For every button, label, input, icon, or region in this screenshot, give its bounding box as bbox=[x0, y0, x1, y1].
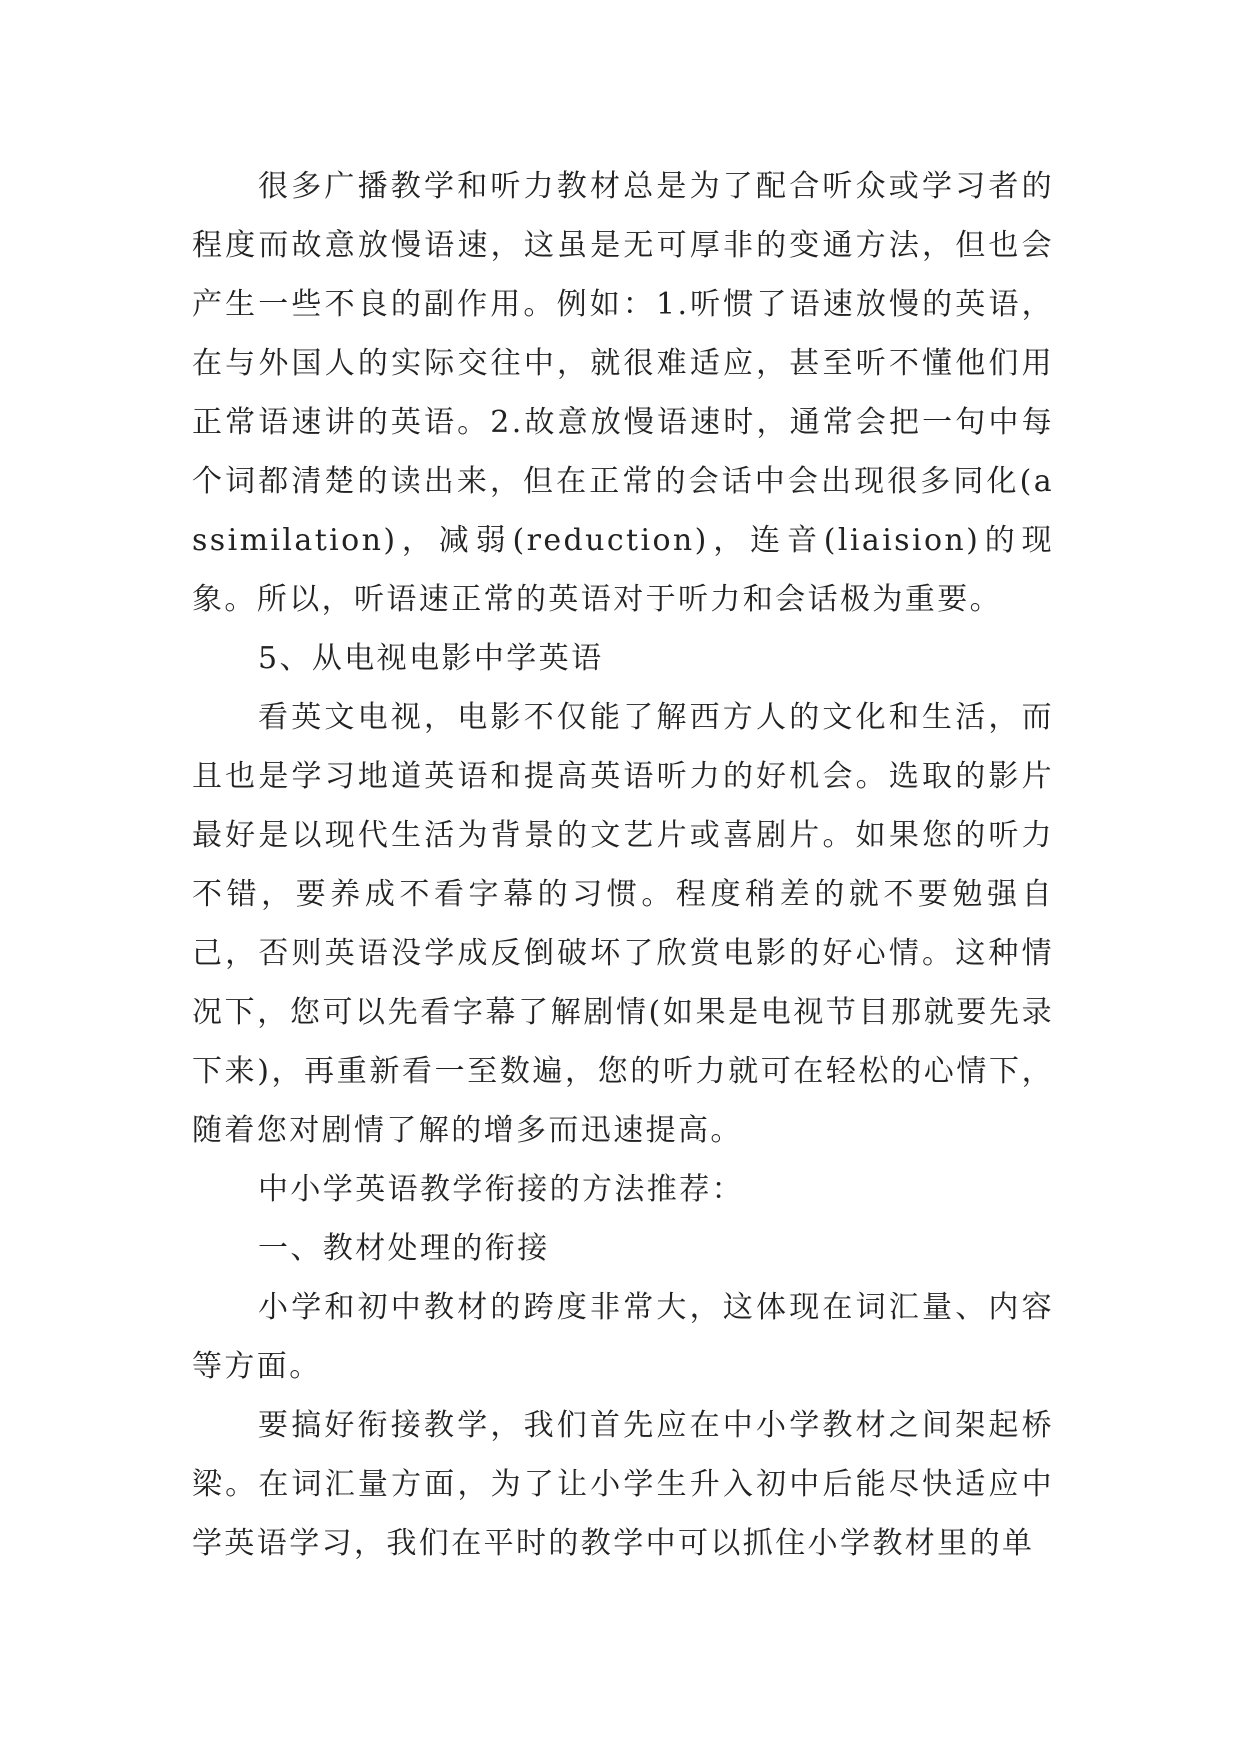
heading-textbook-bridging: 一、教材处理的衔接 bbox=[258, 1231, 550, 1266]
heading-tv-movies: 5、从电视电影中学英语 bbox=[258, 641, 604, 676]
paragraph-slow-speech: 很多广播教学和听力教材总是为了配合听众或学习者的程度而故意放慢语速，这虽是无可厚非的变通方法，但也会产生一些不良的副作用。例如：1.听惯了语速放慢的英语，在与外国人的实际交往中，就很难适应，甚至听不懂他们用正常语速讲的英语。2.故意放慢语速时，通常会把一句中每个词都清楚的读出来，但在正常的会话中会出现很多同化(assimilation)，减弱(reduction)，连音(liaision)的现象。所以，听语速正常的英语对于听力和会话极为重要。 bbox=[192, 169, 1054, 617]
paragraph-tv-movies: 看英文电视，电影不仅能了解西方人的文化和生活，而且也是学习地道英语和提高英语听力的好机会。选取的影片最好是以现代生活为背景的文艺片或喜剧片。如果您的听力不错，要养成不看字幕的习惯。程度稍差的就不要勉强自己，否则英语没学成反倒破坏了欣赏电影的好心情。这种情况下，您可以先看字幕了解剧情(如果是电视节目那就要先录下来)，再重新看一至数遍，您的听力就可在轻松的心情下，随着您对剧情了解的增多而迅速提高。 bbox=[192, 700, 1054, 1148]
paragraph-bridging-teaching: 要搞好衔接教学，我们首先应在中小学教材之间架起桥梁。在词汇量方面，为了让小学生升入初中后能尽快适应中学英语学习，我们在平时的教学中可以抓住小学教材里的单 bbox=[192, 1408, 1054, 1561]
paragraph-textbook-gap: 小学和初中教材的跨度非常大，这体现在词汇量、内容等方面。 bbox=[192, 1290, 1054, 1384]
heading-bridging-methods: 中小学英语教学衔接的方法推荐： bbox=[258, 1172, 744, 1207]
document-body bbox=[192, 157, 1054, 1573]
